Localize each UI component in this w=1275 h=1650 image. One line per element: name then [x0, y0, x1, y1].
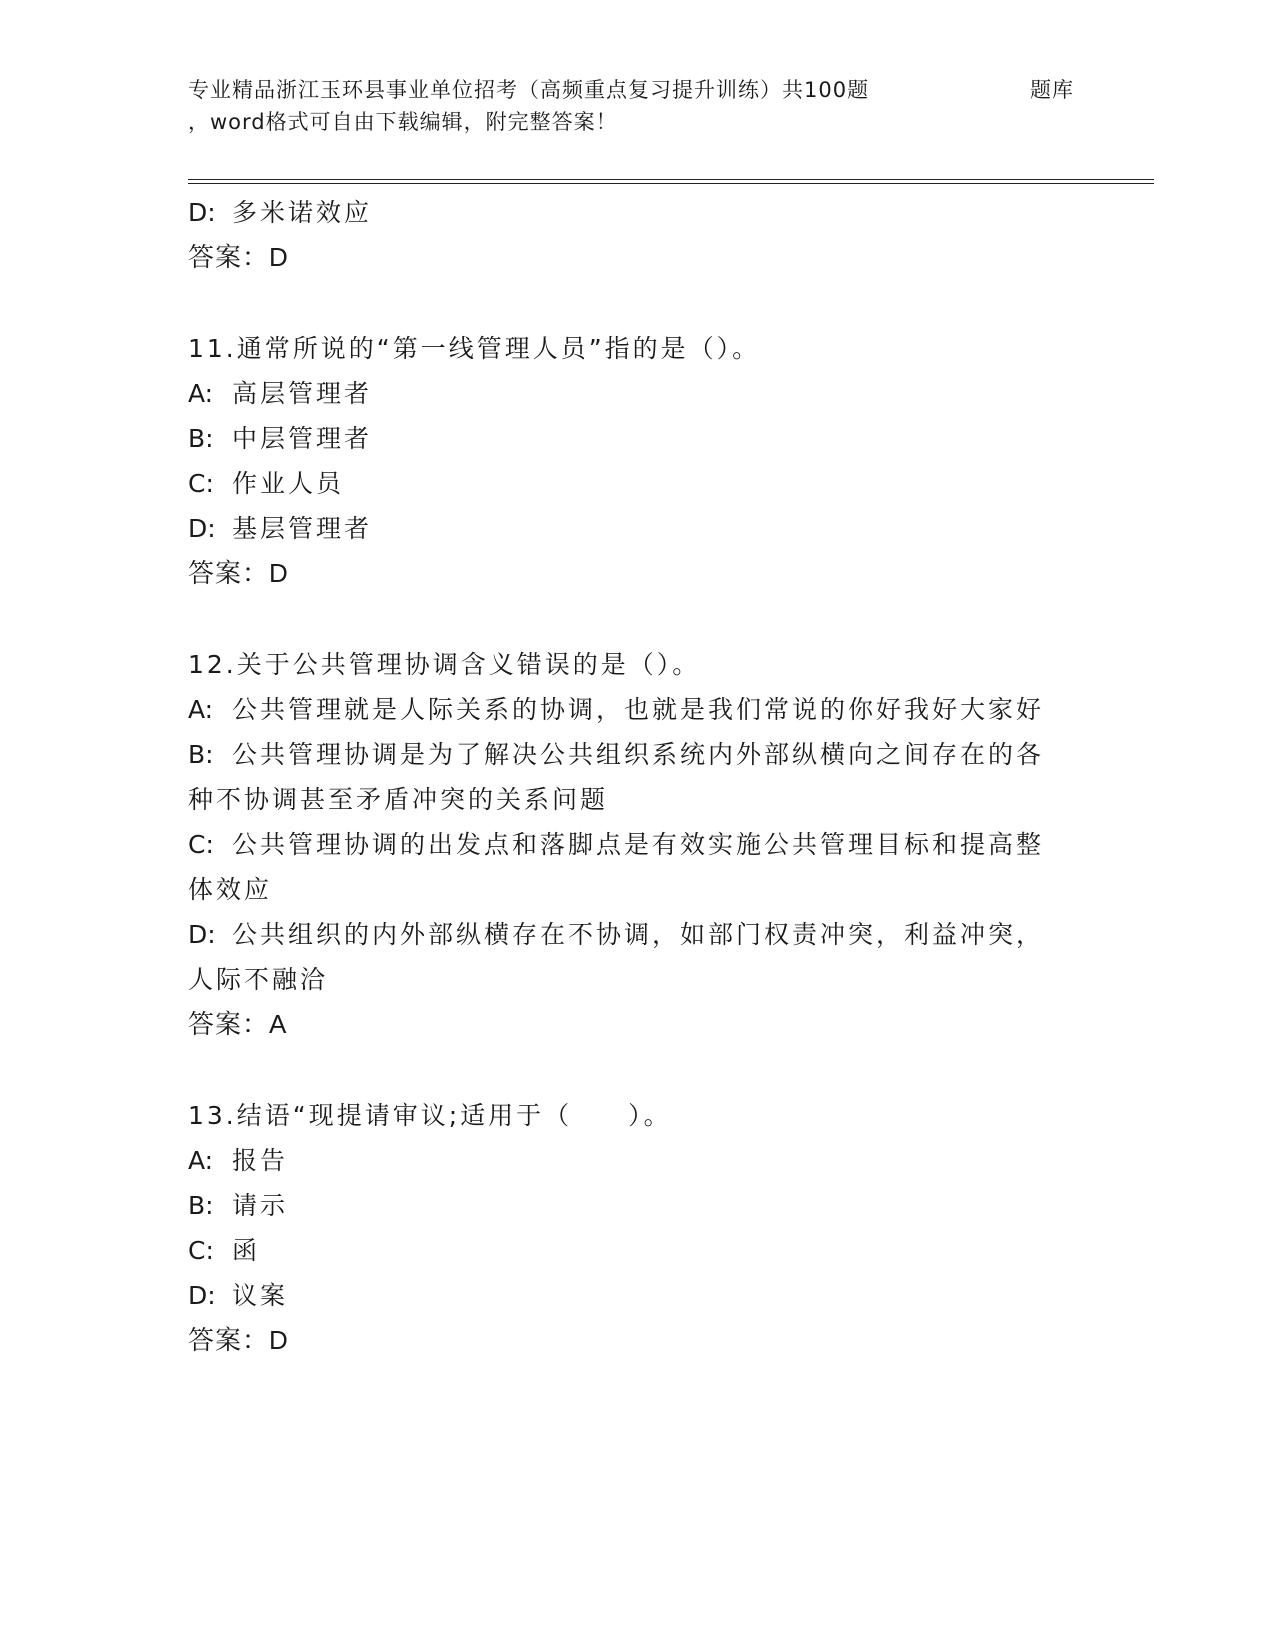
option-label: D: [188, 920, 216, 949]
answer-line: 答案：A [188, 1009, 288, 1039]
option-label: A: [188, 379, 214, 408]
answer-option [188, 1228, 1088, 1273]
question-spacer [188, 280, 1088, 326]
option-text: 公共管理协调的出发点和落脚点是有效实施公共管理目标和提高整 [232, 830, 1045, 859]
answer-option [188, 732, 1088, 777]
option-label: D: [188, 1281, 216, 1310]
option-label: B: [188, 424, 214, 453]
option-label: C: [188, 1236, 214, 1265]
option-text-continued: 体效应 [188, 875, 273, 904]
question-stem: 13.结语“现提请审议;适用于（ ）。 [188, 1101, 672, 1130]
answer-option [188, 687, 1088, 732]
question-stem: 12.关于公共管理协调含义错误的是（）。 [188, 650, 701, 679]
question-content [188, 190, 1088, 1363]
answer-option [188, 912, 1088, 957]
option-text: 公共管理就是人际关系的协调，也就是我们常说的你好我好大家好 [232, 695, 1045, 724]
option-label: B: [188, 740, 214, 769]
option-label: B: [188, 1191, 214, 1220]
header-title: 专业精品浙江玉环县事业单位招考（高频重点复习提升训练）共100题 [188, 78, 870, 102]
option-text: 作业人员 [232, 469, 345, 498]
option-label: A: [188, 1146, 214, 1175]
option-text-continued: 种不协调甚至矛盾冲突的关系问题 [188, 785, 609, 814]
answer-option [188, 822, 1088, 867]
option-label: C: [188, 830, 214, 859]
question-stem: 11.通常所说的“第一线管理人员”指的是（）。 [188, 334, 761, 363]
header-tag: 题库 [1030, 78, 1074, 102]
header-rule-top [188, 179, 1154, 180]
answer-line: 答案：D [188, 558, 289, 588]
option-text: 高层管理者 [232, 379, 373, 408]
option-text-continued: 人际不融洽 [188, 965, 329, 994]
page-header [188, 74, 1088, 138]
header-line-1 [188, 74, 1088, 106]
answer-option [188, 506, 1088, 551]
answer-option [188, 190, 1088, 235]
answer-option [188, 416, 1088, 461]
option-text: 公共管理协调是为了解决公共组织系统内外部纵横向之间存在的各 [232, 740, 1045, 769]
option-label: C: [188, 469, 214, 498]
option-text: 请示 [232, 1191, 289, 1220]
option-text: 公共组织的内外部纵横存在不协调，如部门权责冲突，利益冲突， [232, 920, 1045, 949]
question-spacer [188, 1047, 1088, 1093]
answer-option [188, 461, 1088, 506]
answer-line: 答案：D [188, 1325, 289, 1355]
answer-option [188, 1183, 1088, 1228]
answer-option [188, 1273, 1088, 1318]
answer-line: 答案：D [188, 242, 289, 272]
header-line-2: ，word格式可自由下载编辑，附完整答案！ [188, 110, 618, 134]
option-label: A: [188, 695, 214, 724]
option-text: 中层管理者 [232, 424, 373, 453]
option-label: D: [188, 514, 216, 543]
option-text: 报告 [232, 1146, 289, 1175]
question-spacer [188, 596, 1088, 642]
answer-option [188, 371, 1088, 416]
option-text: 多米诺效应 [232, 198, 373, 227]
header-rule-bottom [188, 183, 1154, 184]
answer-option [188, 1138, 1088, 1183]
option-text: 函 [232, 1236, 261, 1265]
option-label: D: [188, 198, 216, 227]
option-text: 基层管理者 [232, 514, 373, 543]
option-text: 议案 [232, 1281, 289, 1310]
